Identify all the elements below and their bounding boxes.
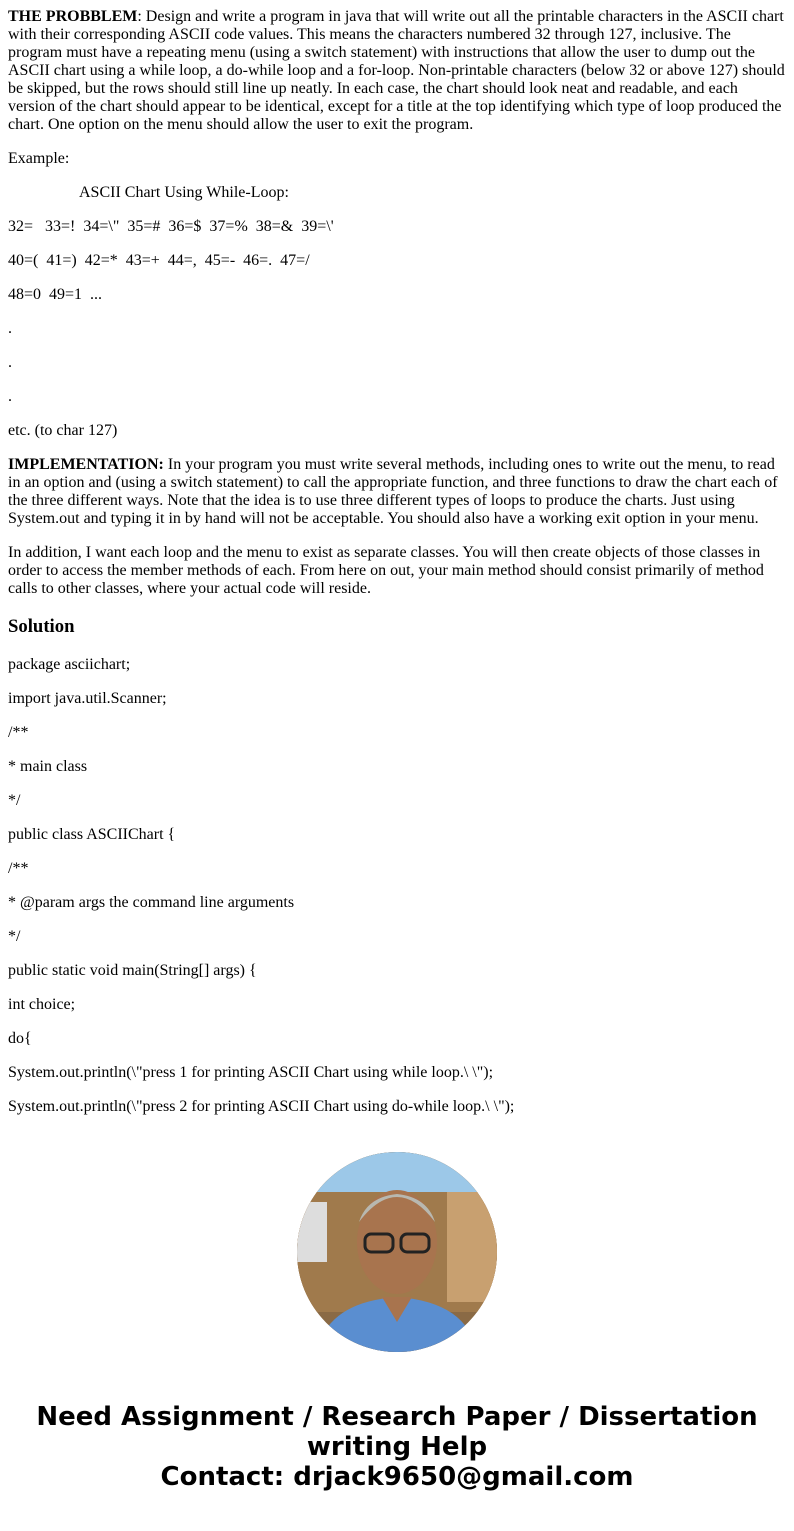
- implementation-paragraph: [8, 456, 786, 528]
- footer-banner: [0, 1402, 794, 1492]
- code-line: do{: [8, 1030, 32, 1047]
- example-row: .: [8, 320, 12, 337]
- code-line: package asciichart;: [8, 656, 131, 673]
- photo-container: [0, 1152, 794, 1352]
- author-photo: [297, 1152, 497, 1352]
- code-line: /**: [8, 724, 29, 741]
- code-line: public static void main(String[] args) {: [8, 962, 257, 979]
- code-line: int choice;: [8, 996, 76, 1013]
- code-line: * @param args the command line arguments: [8, 894, 295, 911]
- problem-label: THE PROBBLEM: [8, 8, 138, 25]
- implementation-text: In your program you must write several methods, including ones to write out the menu, to read in an option and (using a switch statement) to call the appropriate function, and three functions to draw the chart each of the three different ways. Note that the idea is to use three different types of loops to produce the charts. Just using System.out and typing it in by hand will not be acceptable. You should also have a working exit option in your menu.: [8, 456, 778, 527]
- example-row: 32= 33=! 34=\" 35=# 36=$ 37=% 38=& 39=\': [8, 218, 334, 235]
- code-line: */: [8, 792, 21, 809]
- solution-heading: Solution: [8, 616, 75, 637]
- example-row: 48=0 49=1 ...: [8, 286, 103, 303]
- implementation-label: IMPLEMENTATION:: [8, 456, 164, 473]
- example-row: etc. (to char 127): [8, 422, 118, 439]
- code-line: /**: [8, 860, 29, 877]
- example-rows: [8, 218, 786, 440]
- example-title: ASCII Chart Using While-Loop:: [79, 184, 289, 201]
- code-line: * main class: [8, 758, 88, 775]
- example-row: .: [8, 354, 12, 371]
- example-row: 40=( 41=) 42=* 43=+ 44=, 45=- 46=. 47=/: [8, 252, 310, 269]
- code-line: */: [8, 928, 21, 945]
- example-row: .: [8, 388, 12, 405]
- problem-text: : Design and write a program in java that will write out all the printable characters in the ASCII chart with their corresponding ASCII code values. This means the characters numbered 32 through 127, inclusive. The program must have a repeating menu (using a switch statement) with instructions that allow the user to dump out the ASCII chart using a while loop, a do-while loop and a for-loop. Non-printable characters (below 32 or above 127) should be skipped, but the rows should still line up neatly. In each case, the chart should look neat and readable, and each version of the chart should appear to be identical, except for a title at the top identifying which type of loop produced the chart. One option on the menu should allow the user to exit the program.: [8, 8, 785, 133]
- document: [0, 8, 794, 1116]
- code-line: public class ASCIIChart {: [8, 826, 176, 843]
- code-line: System.out.println(\"press 2 for printing ASCII Chart using do-while loop.\ \");: [8, 1098, 515, 1115]
- footer-help-text: Need Assignment / Research Paper / Dissertation writing Help: [36, 1402, 758, 1462]
- example-label: Example:: [8, 150, 70, 167]
- solution-code: [8, 656, 786, 1116]
- problem-paragraph: [8, 8, 786, 134]
- code-line: import java.util.Scanner;: [8, 690, 167, 707]
- person-photo-icon: [297, 1152, 497, 1352]
- footer-contact: Contact: drjack9650@gmail.com: [160, 1462, 634, 1492]
- addition-paragraph: In addition, I want each loop and the menu to exist as separate classes. You will then create objects of those classes in order to access the member methods of each. From here on out, your main method should consist primarily of method calls to other classes, where your actual code will reside.: [8, 544, 764, 597]
- code-line: System.out.println(\"press 1 for printing ASCII Chart using while loop.\ \");: [8, 1064, 494, 1081]
